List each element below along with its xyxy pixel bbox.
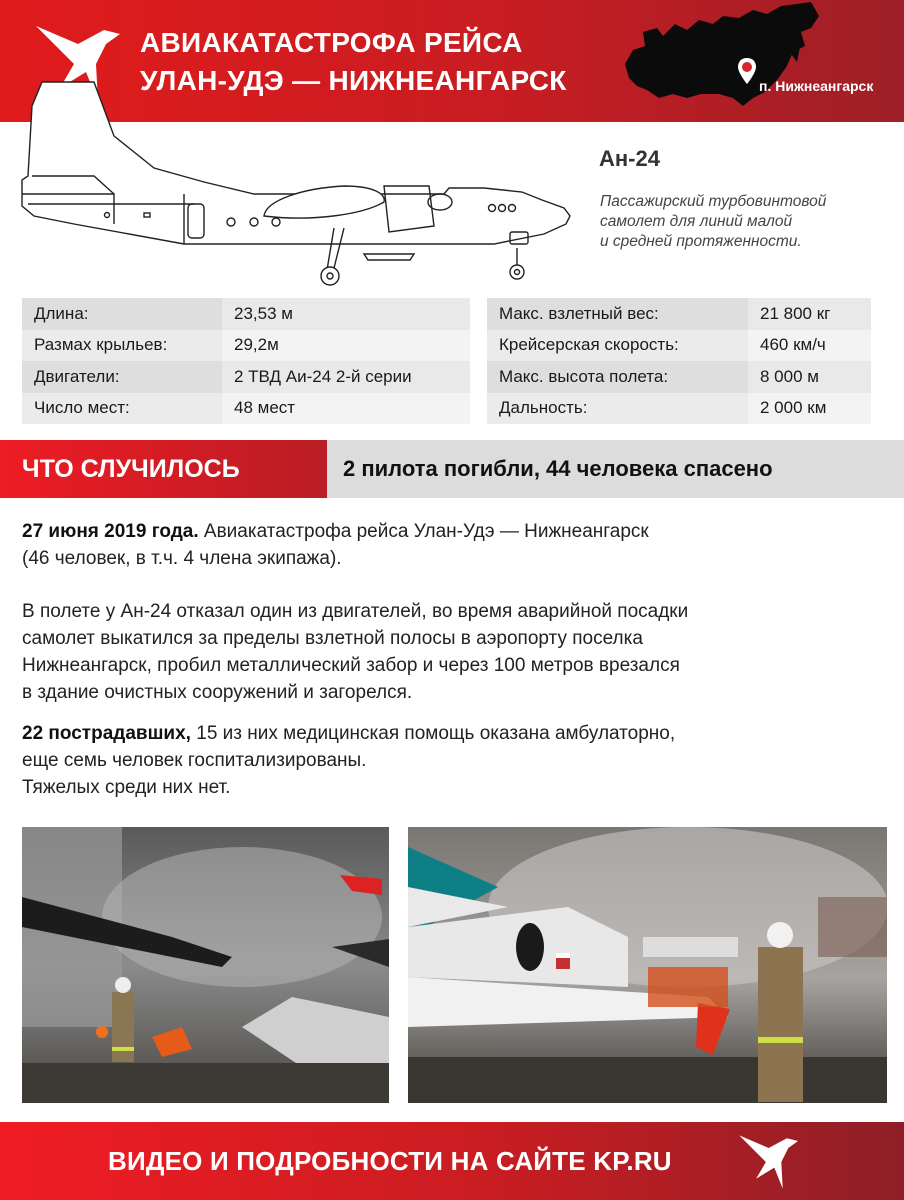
spec-value: 460 км/ч (748, 330, 871, 362)
footer-banner[interactable] (0, 1122, 904, 1200)
title-line-2: УЛАН-УДЭ — НИЖНЕАНГАРСК (140, 65, 567, 96)
spec-label: Макс. взлетный вес: (487, 298, 748, 330)
spec-label: Длина: (22, 298, 222, 330)
description-line: и средней протяженности. (600, 233, 802, 250)
text-line: 15 из них медицинская помощь оказана амбулаторно, (190, 723, 676, 744)
spec-label: Крейсерская скорость: (487, 330, 748, 362)
aircraft-model: Ан-24 (599, 146, 660, 171)
text-line: Нижнеангарск, пробил металлический забор и через 100 метров врезался (22, 655, 680, 676)
swallow-logo-icon (737, 1134, 799, 1190)
spec-row (487, 393, 871, 425)
crash-photo-firefighter-wreckage (22, 827, 389, 1103)
text-line: самолет выкатился за пределы взлетной полосы в аэропорту поселка (22, 628, 643, 649)
spec-label: Двигатели: (22, 361, 222, 393)
location-label: п. Нижнеангарск (759, 78, 874, 94)
description-line: самолет для линий малой (600, 213, 793, 230)
spec-row (22, 330, 470, 362)
crash-photo-firefighter-tail (408, 827, 887, 1103)
spec-label: Число мест: (22, 393, 222, 425)
spec-label: Макс. высота полета: (487, 361, 748, 393)
casualty-summary: 2 пилота погибли, 44 человека спасено (327, 440, 904, 498)
spec-value: 29,2м (222, 330, 470, 362)
specs-table-right (487, 298, 871, 424)
spec-value: 23,53 м (222, 298, 470, 330)
location-pin-icon (738, 58, 756, 84)
spec-value: 2 ТВД Аи-24 2-й серии (222, 361, 470, 393)
photo-illustration (408, 827, 887, 1103)
paragraph-details (22, 598, 882, 706)
text-line: еще семь человек госпитализированы. (22, 750, 367, 771)
text-line: Авиакатастрофа рейса Улан-Удэ — Нижнеангарск (198, 521, 649, 542)
spec-row (487, 330, 871, 362)
aircraft-description (600, 192, 890, 252)
text-line: Тяжелых среди них нет. (22, 777, 231, 798)
injured-bold: 22 пострадавших, (22, 723, 191, 744)
text-line: (46 человек, в т.ч. 4 члена экипажа). (22, 548, 342, 569)
date-bold: 27 июня 2019 года. (22, 521, 199, 542)
spec-value: 2 000 км (748, 393, 871, 425)
what-happened-banner (0, 440, 904, 498)
paragraph-date (22, 518, 882, 572)
spec-row (22, 298, 470, 330)
spec-row (22, 393, 470, 425)
text-line: В полете у Ан-24 отказал один из двигателей, во время аварийной посадки (22, 601, 689, 622)
section-label: ЧТО СЛУЧИЛОСЬ (0, 440, 327, 498)
title-line-1: АВИАКАТАСТРОФА РЕЙСА (140, 27, 523, 58)
specs-table-left (22, 298, 470, 424)
paragraph-injured (22, 720, 882, 801)
spec-label: Размах крыльев: (22, 330, 222, 362)
spec-row (22, 361, 470, 393)
spec-value: 21 800 кг (748, 298, 871, 330)
description-line: Пассажирский турбовинтовой (600, 193, 827, 210)
spec-row (487, 361, 871, 393)
an24-airplane-drawing (14, 76, 580, 286)
spec-value: 48 мест (222, 393, 470, 425)
spec-row (487, 298, 871, 330)
footer-link[interactable]: ВИДЕО И ПОДРОБНОСТИ НА САЙТЕ KP.RU (108, 1146, 672, 1176)
photo-illustration (22, 827, 389, 1103)
spec-label: Дальность: (487, 393, 748, 425)
text-line: в здание очистных сооружений и загорелся. (22, 682, 413, 703)
spec-value: 8 000 м (748, 361, 871, 393)
